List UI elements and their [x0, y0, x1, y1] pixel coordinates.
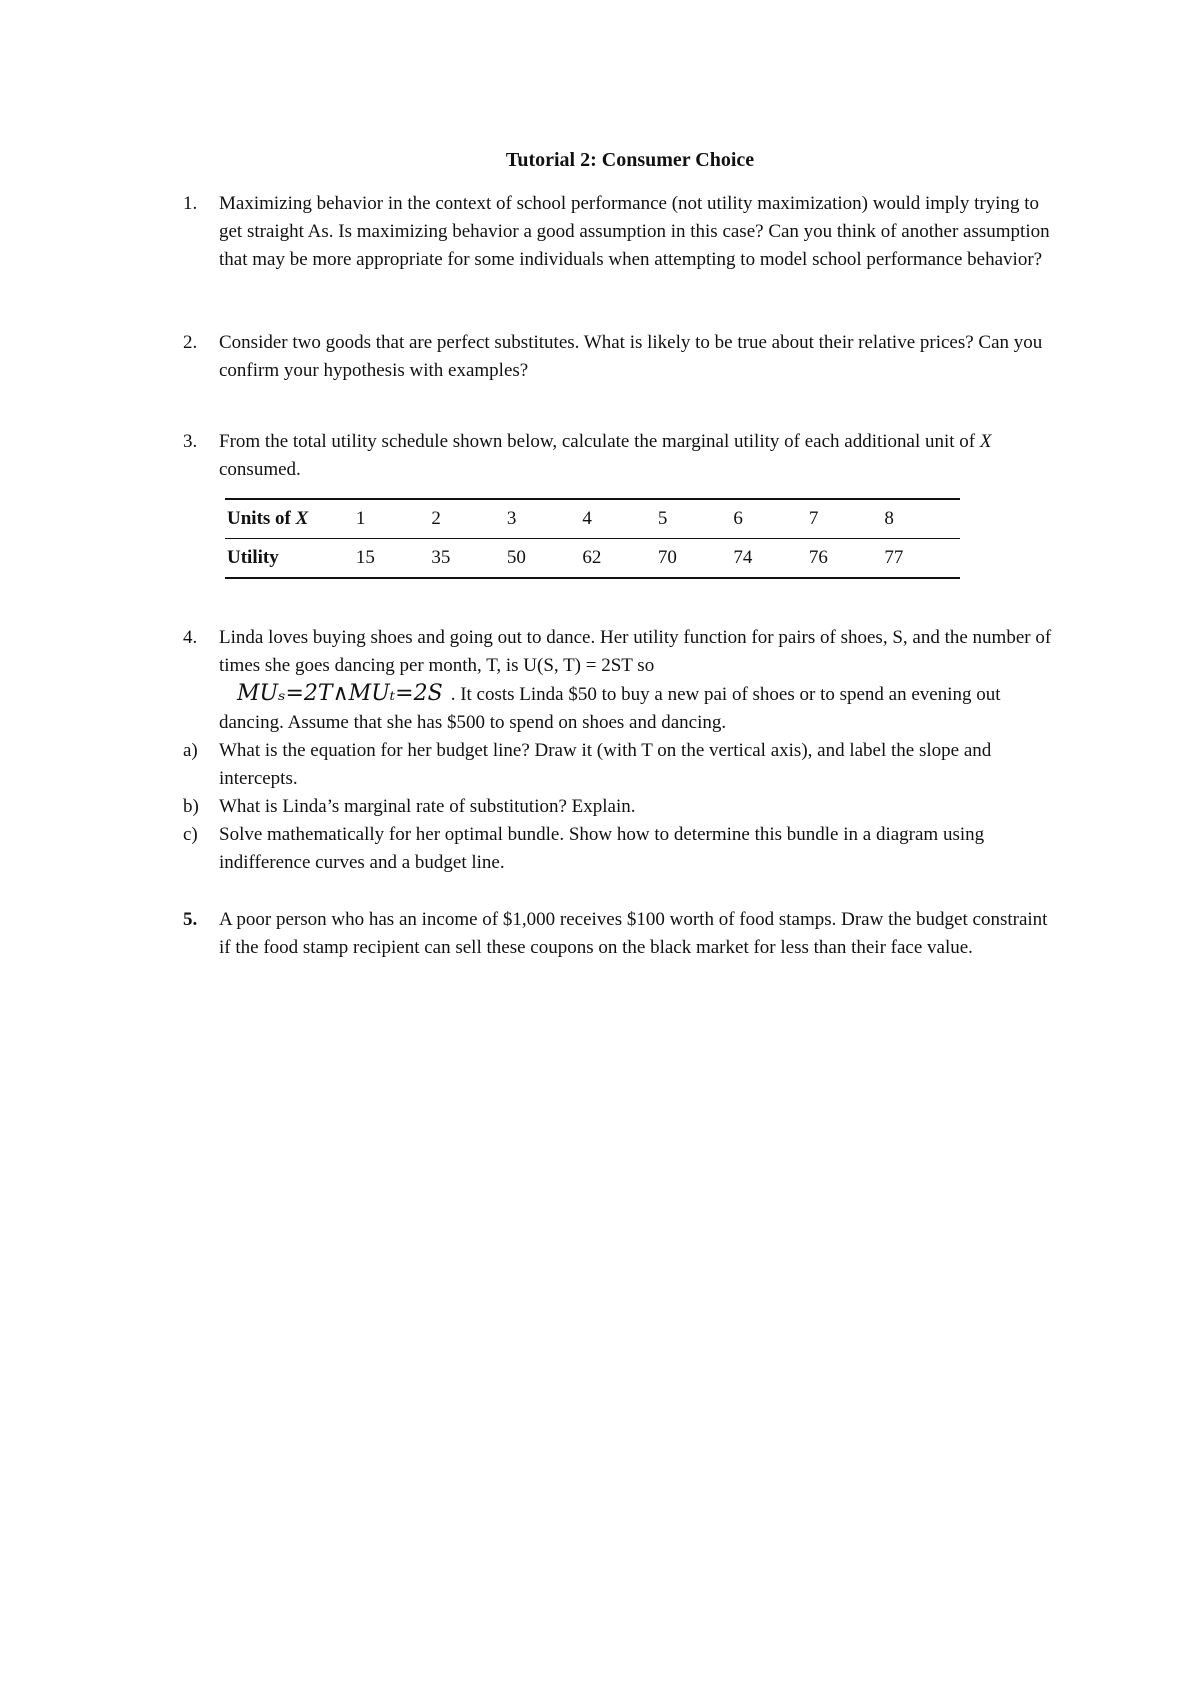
sub-question	[183, 737, 1053, 793]
question-number: 3.	[183, 431, 198, 452]
table-cell: 62	[582, 539, 658, 579]
question-number: 2.	[183, 332, 198, 353]
variable-x: X	[979, 431, 992, 452]
question-number: 1.	[183, 193, 198, 214]
document-title: Tutorial 2: Consumer Choice	[505, 149, 755, 171]
table-cell: 4	[582, 499, 658, 539]
math-formula: MUₛ=2T∧MUₜ=2S	[237, 681, 443, 706]
question-number: 5.	[183, 909, 198, 930]
table-cell: 77	[884, 539, 960, 579]
table-cell: 8	[884, 499, 960, 539]
table-row-utility	[225, 539, 960, 579]
table-cell: 5	[658, 499, 734, 539]
sub-question	[183, 793, 1053, 821]
variable-x: X	[295, 508, 309, 529]
row-label-utility: Utility	[225, 539, 356, 579]
question-number: 4.	[183, 627, 198, 648]
sub-question-list	[183, 737, 1053, 877]
question-text	[219, 624, 1053, 737]
sub-question-text: Solve mathematically for her optimal bundle. Show how to determine this bundle in a diagram using indifference curves and a budget line.	[219, 824, 985, 873]
utility-table	[225, 498, 960, 579]
sub-question-label: c)	[183, 824, 198, 845]
question-text	[219, 428, 1053, 484]
table-cell: 50	[507, 539, 583, 579]
table-cell: 3	[507, 499, 583, 539]
sub-question	[183, 821, 1053, 877]
question-5	[183, 906, 1053, 962]
question-text-part: Linda loves buying shoes and going out to dance. Her utility function for pairs of shoes, S, and the number of times she goes dancing per month, T, is U(S, T) = 2ST so	[219, 627, 1052, 676]
question-2	[183, 329, 1053, 385]
table-cell: 1	[356, 499, 432, 539]
table-cell: 7	[809, 499, 885, 539]
table-cell: 35	[431, 539, 507, 579]
table-cell: 74	[733, 539, 809, 579]
table-row-units	[225, 499, 960, 539]
question-3	[183, 428, 1053, 484]
question-text-part: . It costs Linda $50 to buy a new pai of shoes or to spend an evening out dancing. Assume that she has $500 to spend on shoes and dancing.	[219, 684, 1001, 733]
question-text-part: From the total utility schedule shown below, calculate the marginal utility of each additional unit of	[219, 431, 980, 452]
question-1	[183, 190, 1053, 274]
question-text-part: consumed.	[219, 459, 301, 480]
table-cell: 70	[658, 539, 734, 579]
table-cell: 76	[809, 539, 885, 579]
question-text: Consider two goods that are perfect substitutes. What is likely to be true about their relative prices? Can you confirm your hypothesis with examples?	[219, 332, 1043, 381]
table-cell: 6	[733, 499, 809, 539]
row-label-units: Units of X	[225, 499, 356, 539]
table-cell: 2	[431, 499, 507, 539]
sub-question-text: What is Linda’s marginal rate of substitution? Explain.	[219, 796, 636, 817]
sub-question-label: a)	[183, 740, 198, 761]
question-text: Maximizing behavior in the context of school performance (not utility maximization) would imply trying to get straight As. Is maximizing behavior a good assumption in this case? Can you think of another assumption that may be more appropriate for some individuals when attempting to model school performance behavior?	[219, 193, 1050, 270]
sub-question-label: b)	[183, 796, 199, 817]
table-cell: 15	[356, 539, 432, 579]
question-text: A poor person who has an income of $1,000 receives $100 worth of food stamps. Draw the budget constraint if the food stamp recipient can sell these coupons on the black market for less than their face value.	[219, 909, 1048, 958]
sub-question-text: What is the equation for her budget line? Draw it (with T on the vertical axis), and label the slope and intercepts.	[219, 740, 992, 789]
question-4	[183, 624, 1053, 877]
